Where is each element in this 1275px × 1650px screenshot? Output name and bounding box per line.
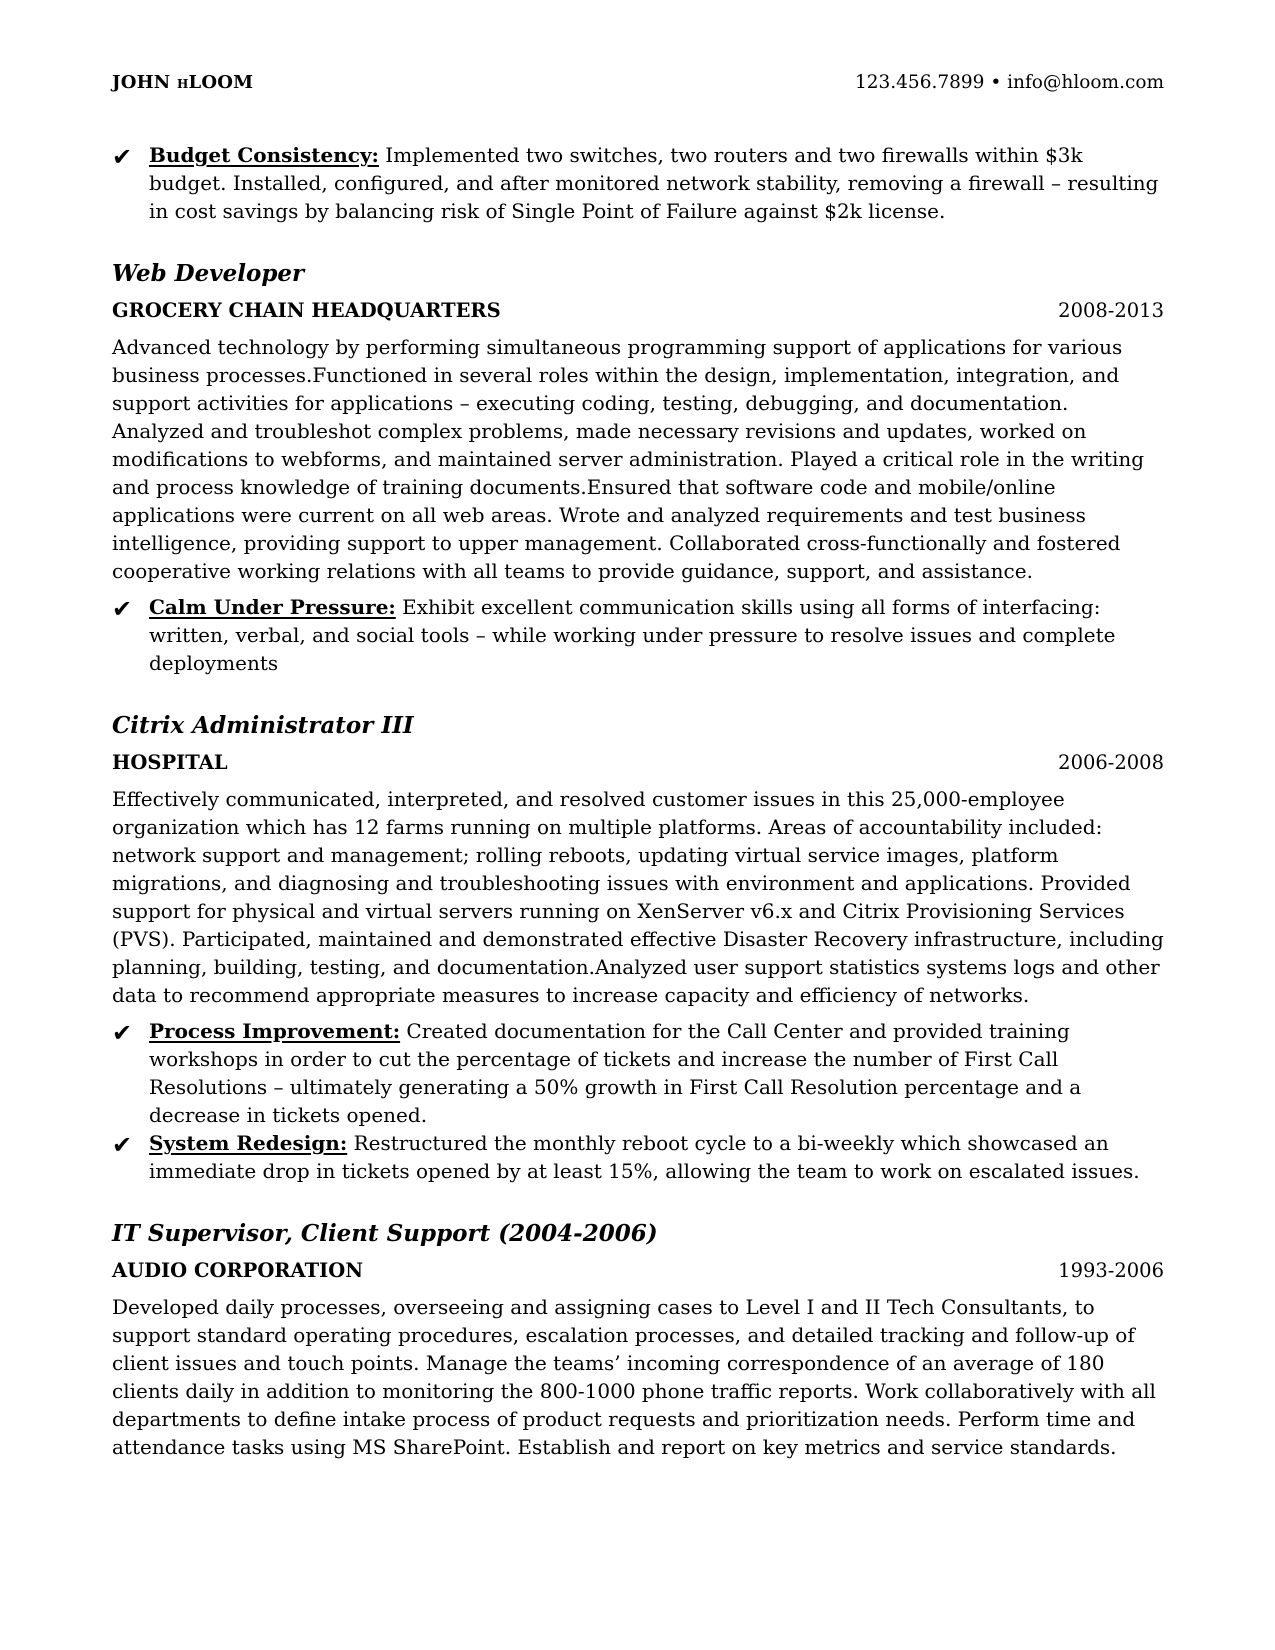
job-section-it-supervisor [112, 1219, 1164, 1461]
checkmark-icon: ✔ [112, 1131, 133, 1159]
bullet-text [149, 593, 1164, 677]
checkmark-icon: ✔ [112, 143, 133, 171]
bullet-lead: Process Improvement: [149, 1019, 401, 1043]
bullet-text [149, 1017, 1164, 1129]
achievement-bullet [112, 1129, 1164, 1185]
bullet-body: Restructured the monthly reboot cycle to a bi-weekly which showcased an immediate drop in tickets opened by at least 15%, allowing the team to work on escalated issues. [149, 1131, 1140, 1183]
job-title: IT Supervisor, Client Support (2004-2006) [112, 1220, 658, 1247]
bullet-lead: System Redesign: [149, 1131, 348, 1155]
bullet-lead: Budget Consistency: [149, 143, 379, 167]
company-row [112, 749, 1164, 777]
name-first: JOHN [112, 72, 177, 93]
job-description: Developed daily processes, overseeing and assigning cases to Level I and II Tech Consultants, to support standard operating procedures, escalation processes, and detailed tracking and follow-up of client issues and touch points. Manage the teams’ incoming correspondence of an average of 180 clients daily in addition to monitoring the 800-1000 phone traffic reports. Work collaboratively with all departments to define intake process of product requests and prioritization needs. Perform time and attendance tasks using MS SharePoint. Establish and report on key metrics and service standards. [112, 1295, 1156, 1459]
job-dates: 1993-2006 [1058, 1259, 1164, 1282]
contact-info: 123.456.7899 • info@hloom.com [854, 72, 1164, 93]
bullet-body: Implemented two switches, two routers and two firewalls within $3k budget. Installed, configured, and after monitored network stability, removing a firewall – resulting in cost savings by balancing risk of Single Point of Failure against $2k license. [149, 143, 1159, 223]
achievement-bullet [112, 141, 1164, 225]
company-name: GROCERY CHAIN HEADQUARTERS [112, 299, 501, 322]
checkmark-icon: ✔ [112, 595, 133, 623]
company-row [112, 1257, 1164, 1285]
company-row [112, 297, 1164, 325]
job-section-web-developer [112, 259, 1164, 677]
name-rest: LOOM [188, 72, 254, 93]
job-description: Advanced technology by performing simultaneous programming support of applications for various business processes.Functioned in several roles within the design, implementation, integration, and support activities for applications – executing coding, testing, debugging, and documentation. Analyzed and troubleshot complex problems, made necessary revisions and updates, worked on modifications to webforms, and maintained server administration. Played a critical role in the writing and process knowledge of training documents.Ensured that software code and mobile/online applications were current on all web areas. Wrote and analyzed requirements and test business intelligence, providing support to upper management. Collaborated cross-functionally and fostered cooperative working relations with all teams to provide guidance, support, and assistance. [112, 335, 1145, 583]
checkmark-icon: ✔ [112, 1019, 133, 1047]
achievement-bullet [112, 593, 1164, 677]
job-description: Effectively communicated, interpreted, and resolved customer issues in this 25,000-employee organization which has 12 farms running on multiple platforms. Areas of accountability included: network support and management; rolling reboots, updating virtual service images, platform migrations, and diagnosing and troubleshooting issues with environment and applications. Provided support for physical and virtual servers running on XenServer v6.x and Citrix Provisioning Services (PVS). Participated, maintained and demonstrated effective Disaster Recovery infrastructure, including planning, building, testing, and documentation.Analyzed user support statistics systems logs and other data to recommend appropriate measures to increase capacity and efficiency of networks. [112, 787, 1164, 1007]
page-header [112, 72, 1164, 104]
bullet-text [149, 1129, 1164, 1185]
name-initial: H [176, 77, 189, 91]
company-name: HOSPITAL [112, 751, 228, 774]
job-title: Citrix Administrator III [112, 712, 414, 739]
company-name: AUDIO CORPORATION [112, 1259, 364, 1282]
candidate-name [112, 72, 253, 93]
achievement-bullet [112, 1017, 1164, 1129]
bullet-body: Created documentation for the Call Center and provided training workshops in order to cut the percentage of tickets and increase the number of First Call Resolutions – ultimately generating a 50% growth in First Call Resolution percentage and a decrease in tickets opened. [149, 1019, 1082, 1127]
bullet-text [149, 141, 1164, 225]
resume-page [112, 72, 1164, 1461]
bullet-body: Exhibit excellent communication skills using all forms of interfacing: written, verbal, and social tools – while working under pressure to resolve issues and complete deployments [149, 595, 1116, 675]
job-dates: 2006-2008 [1058, 751, 1164, 774]
job-title: Web Developer [112, 260, 305, 287]
bullet-lead: Calm Under Pressure: [149, 595, 396, 619]
job-dates: 2008-2013 [1058, 299, 1164, 322]
job-section-citrix-administrator [112, 711, 1164, 1185]
